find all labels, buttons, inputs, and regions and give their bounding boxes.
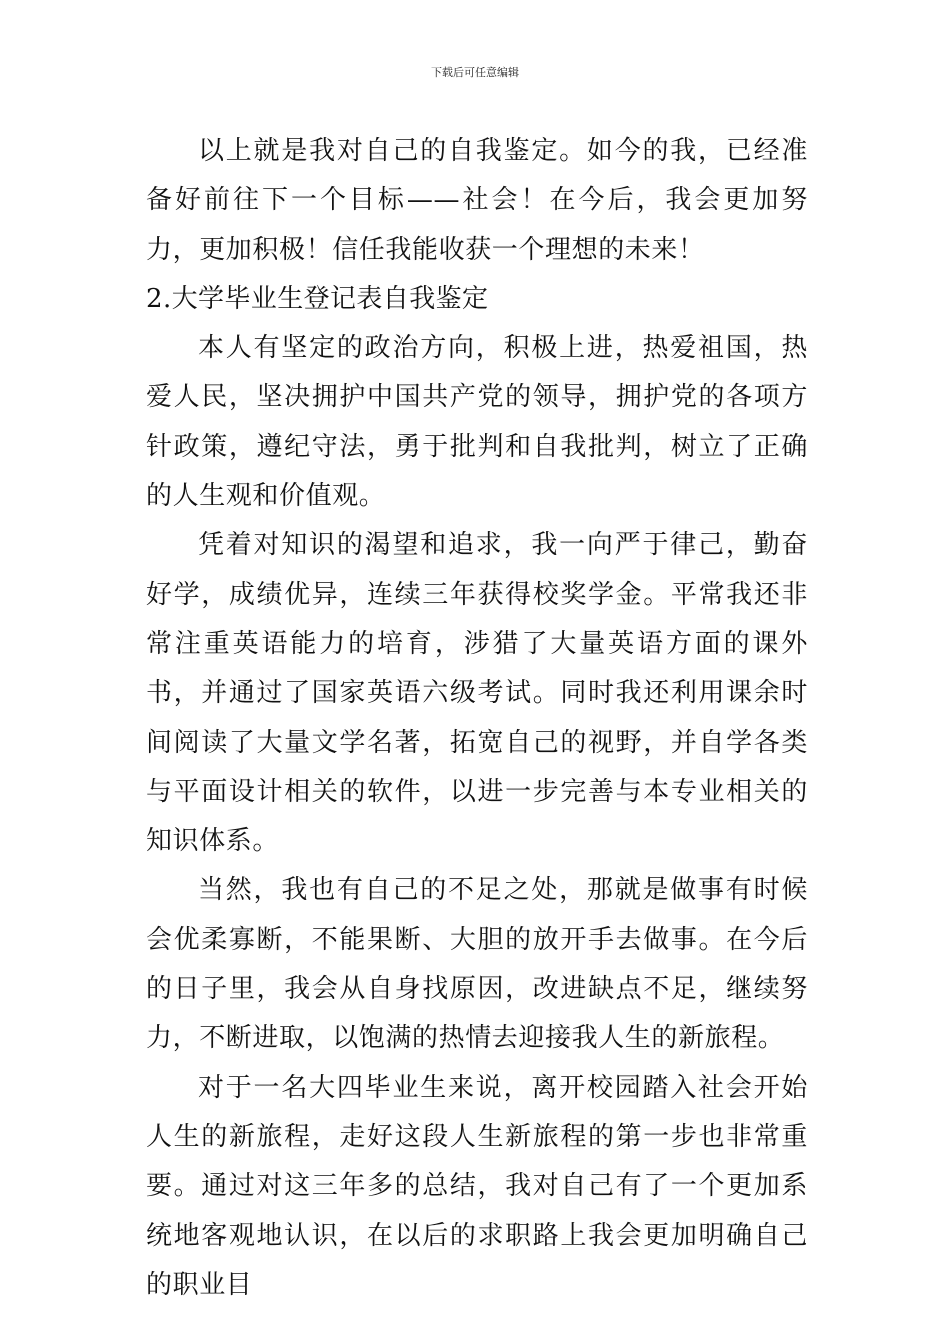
page-header: 下载后可任意编辑 [431, 66, 519, 79]
section-heading: 2.大学毕业生登记表自我鉴定 [146, 283, 489, 314]
paragraph-study-achievements: 凭着对知识的渴望和追求，我一向严于律己，勤奋好学，成绩优异，连续三年获得校奖学金。平常我还非常注重英语能力的培育，涉猎了大量英语方面的课外书，并通过了国家英语六级考试。同时我还利用课余时间阅读了大量文学名著，拓宽自己的视野，并自学各类与平面设计相关的软件，以进一步完善与本专业相关的知识体系。 [146, 530, 808, 857]
paragraph-political-stance: 本人有坚定的政治方向，积极上进，热爱祖国，热爱人民，坚决拥护中国共产党的领导，拥护党的各项方针政策，遵纪守法，勇于批判和自我批判，树立了正确的人生观和价值观。 [146, 333, 808, 512]
paragraph-future-outlook: 对于一名大四毕业生来说，离开校园踏入社会开始人生的新旅程，走好这段人生新旅程的第一步也非常重要。通过对这三年多的总结，我对自己有了一个更加系统地客观地认识，在以后的求职路上我会更加明确自己的职业目 [146, 1072, 808, 1300]
paragraph-shortcomings: 当然，我也有自己的不足之处，那就是做事有时候会优柔寡断，不能果断、大胆的放开手去做事。在今后的日子里，我会从自身找原因，改进缺点不足，继续努力，不断进取，以饱满的热情去迎接我人生的新旅程。 [146, 875, 808, 1054]
intro-paragraph: 以上就是我对自己的自我鉴定。如今的我，已经准备好前往下一个目标——社会！在今后，我会更加努力，更加积极！信任我能收获一个理想的未来！ [146, 136, 808, 265]
document-body [146, 127, 808, 1310]
